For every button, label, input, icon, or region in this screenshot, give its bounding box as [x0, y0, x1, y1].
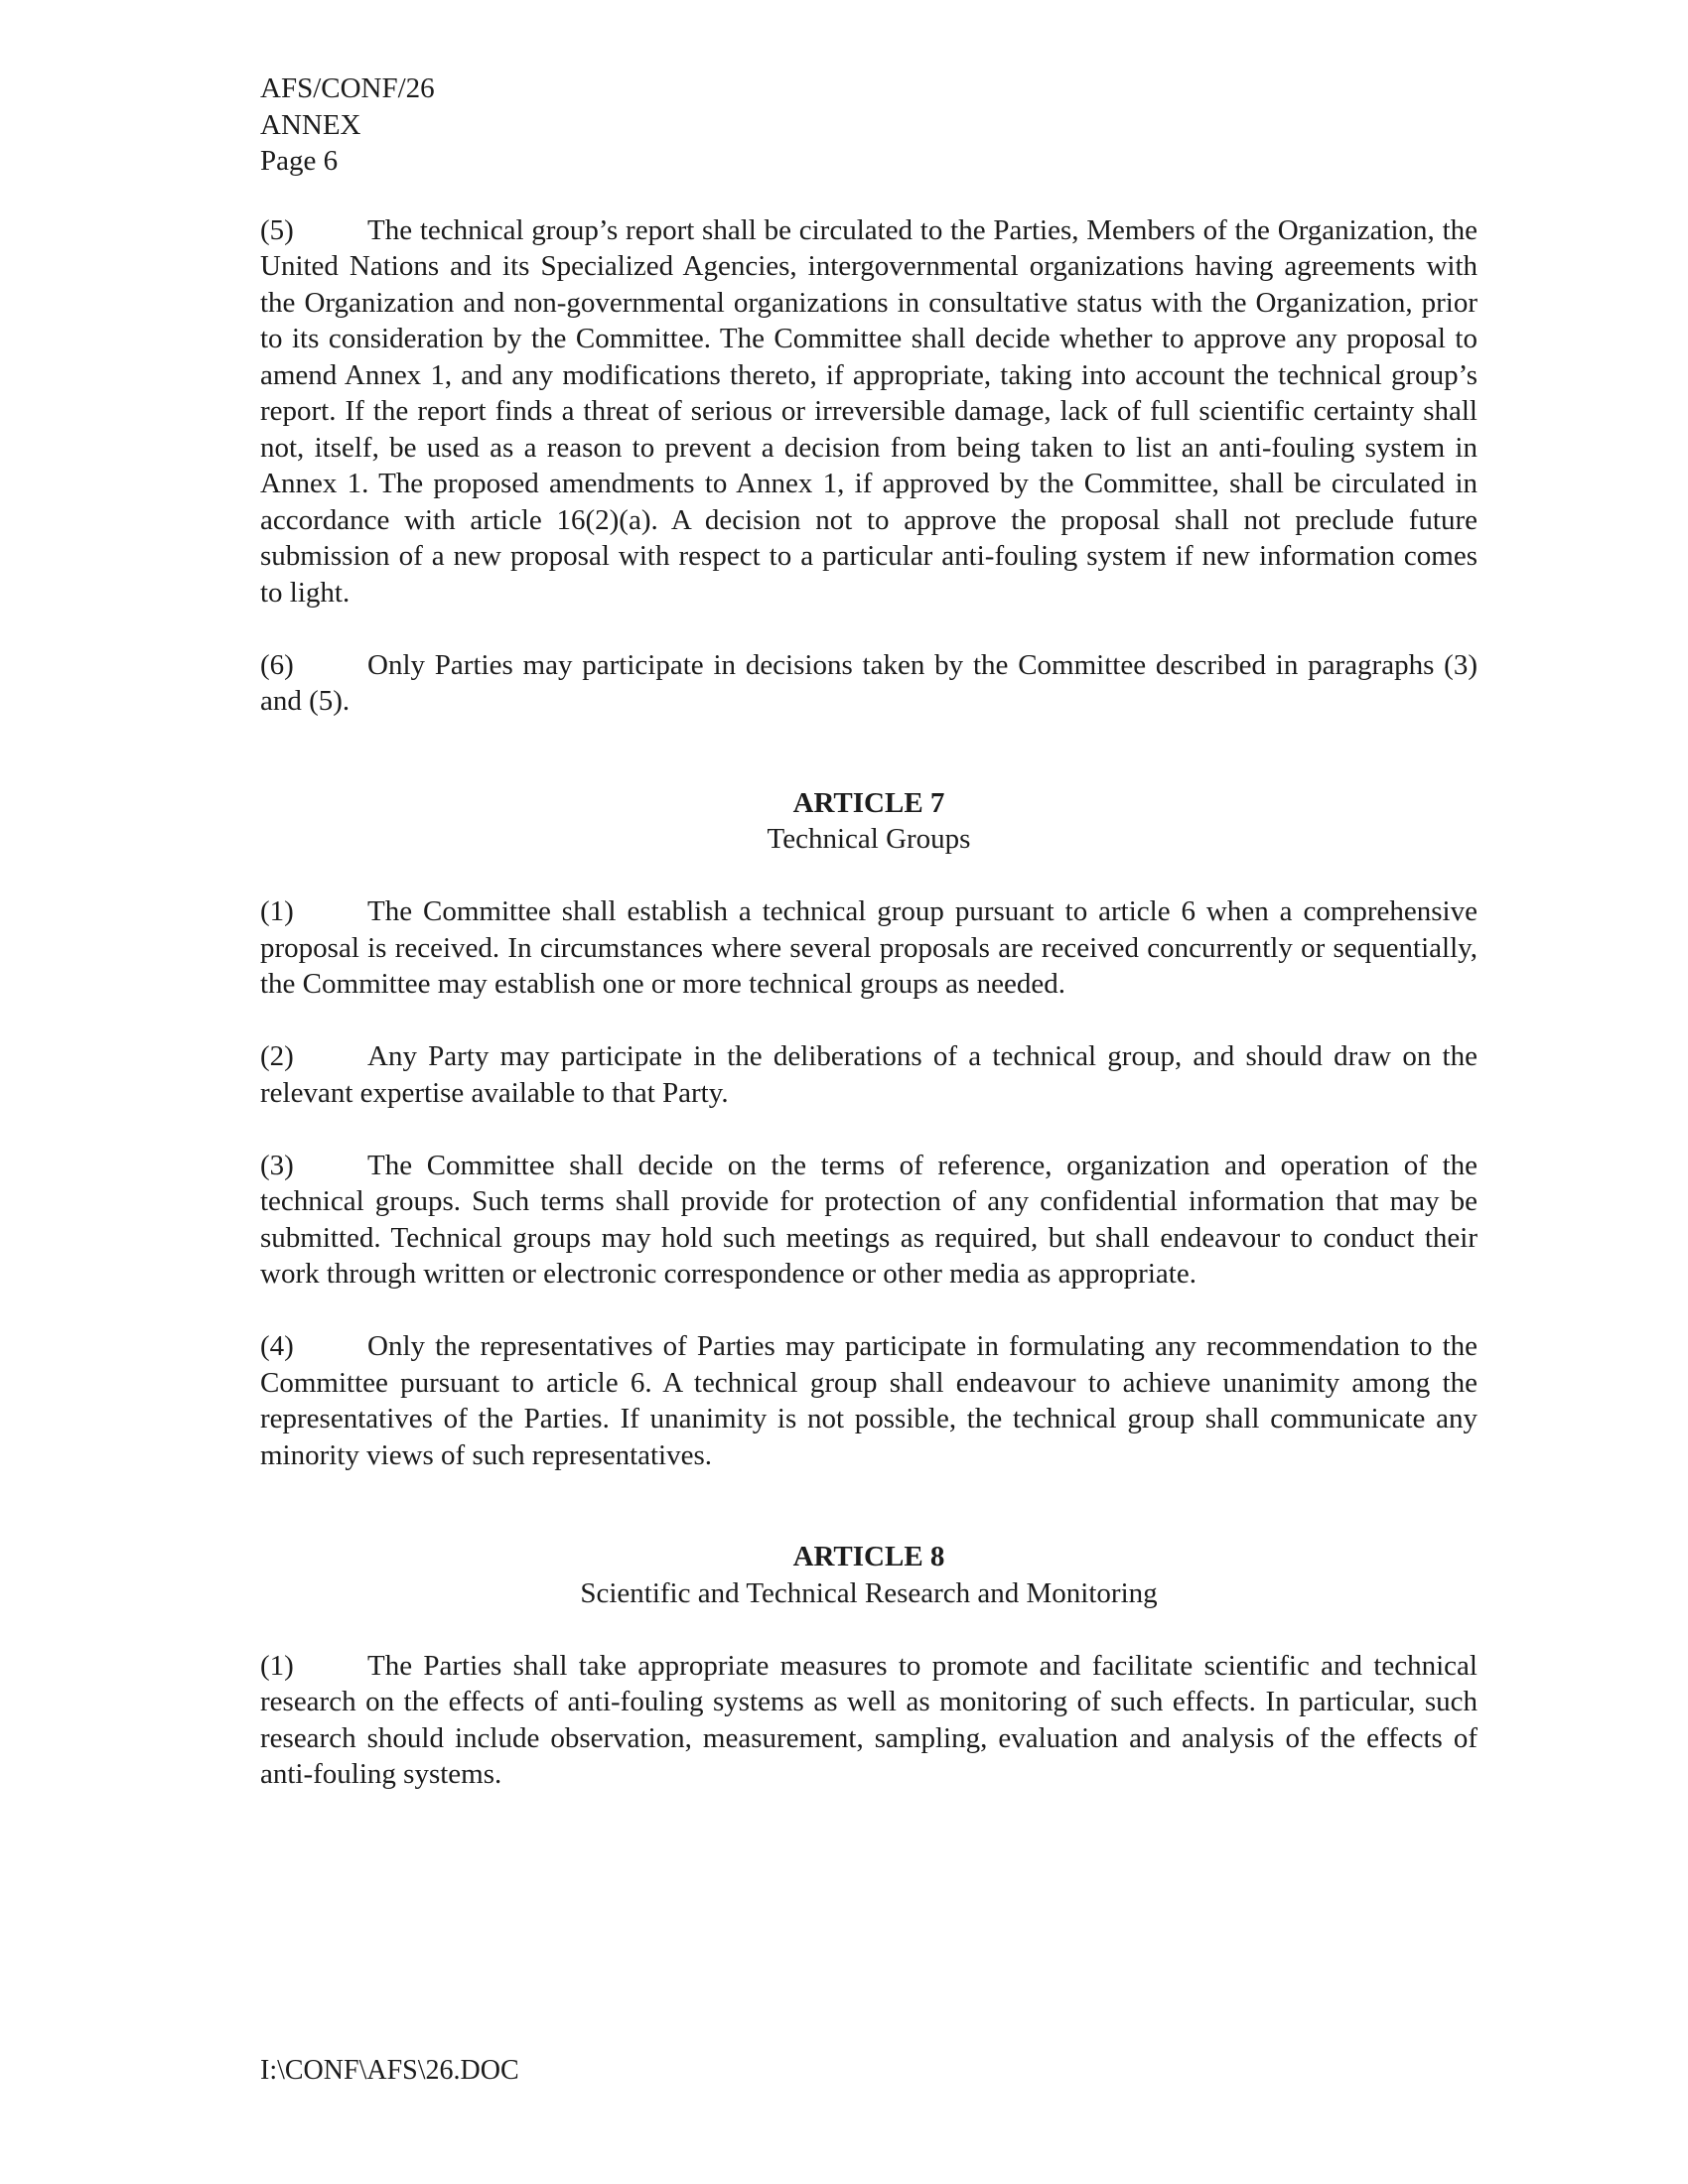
paragraph-5-text: The technical group’s report shall be circulated to the Parties, Members of the Organization, the United Nations and its Specialized Agencies, intergovernmental organizations having agreements with the Organization and non-governmental organizations in consultative status with the Organization, prior to its consideration by the Committee. The Committee shall decide whether to approve any proposal to amend Annex 1, and any modifications thereto, if appropriate, taking into account the technical group’s report. If the report finds a threat of serious or irreversible damage, lack of full scientific certainty shall not, itself, be used as a reason to prevent a decision from being taken to list an anti-fouling system in Annex 1. The proposed amendments to Annex 1, if approved by the Committee, shall be circulated in accordance with article 16(2)(a). A decision not to approve the proposal shall not preclude future submission of a new proposal with respect to a particular anti-fouling system if new information comes to light. — [260, 213, 1477, 609]
article-8-paragraph-1 — [260, 1648, 1477, 1793]
article-7-paragraph-3-number: (3) — [260, 1149, 294, 1181]
article-7-subtitle: Technical Groups — [767, 823, 971, 855]
article-8-paragraph-1-number: (1) — [260, 1649, 294, 1682]
article-8-heading — [260, 1539, 1477, 1611]
paragraph-5-number: (5) — [260, 213, 294, 246]
paragraph-5 — [260, 212, 1477, 612]
paragraph-6 — [260, 647, 1477, 720]
paragraph-6-number: (6) — [260, 648, 294, 681]
article-7-paragraph-4 — [260, 1328, 1477, 1473]
article-7-paragraph-2-number: (2) — [260, 1040, 294, 1072]
article-7-paragraph-4-text: Only the representatives of Parties may participate in formulating any recommendation to the Committee pursuant to article 6. A technical group shall endeavour to achieve unanimity among the representatives of the Parties. If unanimity is not possible, the technical group shall communicate any minority views of such representatives. — [260, 1330, 1477, 1471]
article-8-title: ARTICLE 8 — [792, 1541, 945, 1572]
page-number: Page 6 — [260, 145, 339, 177]
document-header — [260, 70, 1477, 180]
doc-reference: AFS/CONF/26 — [260, 72, 435, 104]
article-7-title: ARTICLE 7 — [792, 786, 945, 819]
article-7-paragraph-1-number: (1) — [260, 895, 294, 927]
article-7-paragraph-1-text: The Committee shall establish a technical group pursuant to article 6 when a comprehensive proposal is received. In circumstances where several proposals are received concurrently or sequentially, the Committee may establish one or more technical groups as needed. — [260, 895, 1477, 1000]
article-8-paragraph-1-text: The Parties shall take appropriate measures to promote and facilitate scientific and technical research on the effects of anti-fouling systems as well as monitoring of such effects. In particular, such research should include observation, measurement, sampling, evaluation and analysis of the effects of anti-fouling systems. — [260, 1649, 1477, 1790]
article-8-subtitle: Scientific and Technical Research and Monitoring — [580, 1576, 1158, 1609]
article-7-heading — [260, 785, 1477, 858]
article-7-paragraph-3 — [260, 1148, 1477, 1293]
article-7-paragraph-3-text: The Committee shall decide on the terms of reference, organization and operation of the technical groups. Such terms shall provide for protection of any confidential information that may be submitted. Technical groups may hold such meetings as required, but shall endeavour to conduct their work through written or electronic correspondence or other media as appropriate. — [260, 1149, 1477, 1290]
annex-label: ANNEX — [260, 108, 361, 141]
article-7-paragraph-1 — [260, 893, 1477, 1003]
page-content — [260, 70, 1477, 1829]
paragraph-6-text: Only Parties may participate in decisions taken by the Committee described in paragraphs (3) and (5). — [260, 648, 1477, 717]
footer-file-path: I:\CONF\AFS\26.DOC — [260, 2055, 519, 2086]
article-7-paragraph-2-text: Any Party may participate in the deliberations of a technical group, and should draw on the relevant expertise available to that Party. — [260, 1040, 1477, 1109]
article-7-paragraph-4-number: (4) — [260, 1330, 294, 1362]
article-7-paragraph-2 — [260, 1038, 1477, 1111]
